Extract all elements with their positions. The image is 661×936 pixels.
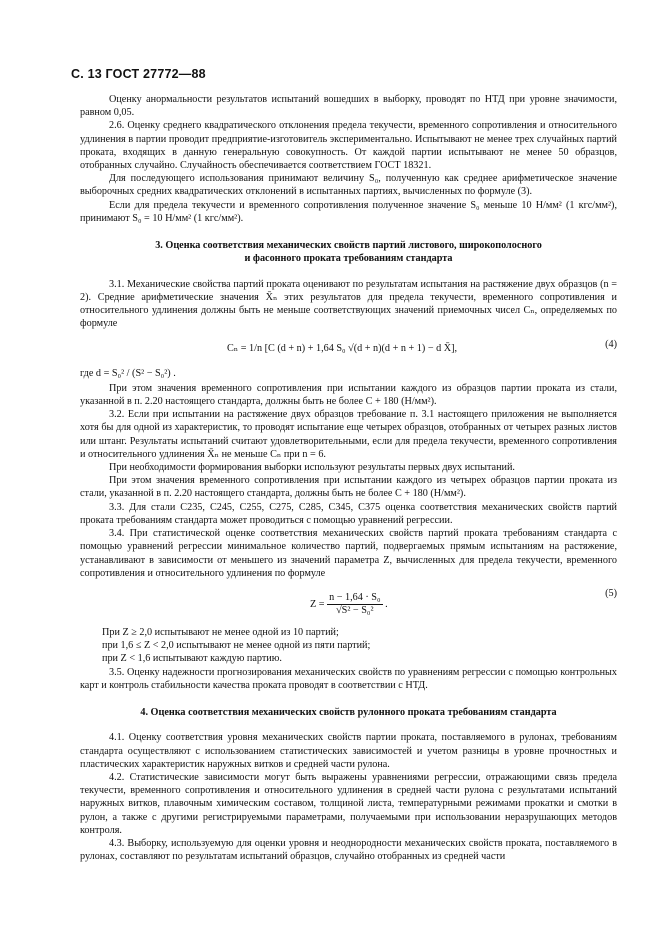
paragraph: 3.5. Оценку надежности прогнозирования механических свойств по уравнениям регрессии с помощью контрольных карт и контроль стабильности качества проката проводят в соответствии с НТД. [80,666,617,691]
formula-4-expression: Cₙ = 1/n [C (d + n) + 1,64 S₀ √(d + n)(d + n + 1) − d X̄], [227,342,458,354]
formula-4-number: (4) [605,338,617,350]
formula-4 [80,337,617,363]
paragraph: 4.3. Выборку, используемую для оценки уровня и неоднородности механических свойств проката, поставляемого в рулонах, составляют по результатам испытаний образцов, случайно отобранных из средней части [80,837,617,863]
condition-line: При Z ≥ 2,0 испытывают не менее одной из 10 партий; [102,626,339,638]
formula-5-fraction [327,592,382,617]
paragraph: При этом значения временного сопротивления при испытании каждого из образцов партии проката из стали, указанной в п. 2.20 настоящего стандарта, должны быть не более C + 180 (Н/мм²). [80,382,617,408]
formula-5 [80,586,617,622]
paragraph: 2.6. Оценку среднего квадратического отклонения предела текучести, временного сопротивления и относительного удлинения в партии проводит предприятие-изготовитель экспериментально. Испытывают не менее трех случайных партий проката, входящих в данную генеральную совокупность. От каждой партии испытывают не менее 50 образцов, отобранных случайно. Случайность обеспечивается соответствием ГОСТ 18321. [80,120,617,172]
section-4-title: 4. Оценка соответствия механических свойств рулонного проката требованиям стандарта [140,706,557,718]
paragraph: Если для предела текучести и временного сопротивления полученное значение S₀ меньше 10 Н/мм² (1 кгс/мм²), принимают S₀ = 10 Н/мм² (1 кгс/мм²). [80,199,617,224]
paragraph: Для последующего использования принимают величину S₀, полученную как среднее арифметическое значение выборочных средних квадратических отклонений в испытанных партиях, вычисленных по формуле (3). [80,173,617,198]
page-header: С. 13 ГОСТ 27772—88 [71,67,206,81]
paragraph: 3.3. Для стали С235, С245, С255, С275, С285, С345, С375 оценка соответствия механических свойств партий проката требованиям стандарта может проводиться с помощью уравнений регрессии. [80,501,617,526]
paragraph: При этом значения временного сопротивления при испытании каждого из четырех образцов партии проката из стали, указанной в п. 2.20 настоящего стандарта, должны быть не более C + 180 (Н/мм²). [80,475,617,500]
paragraph: 3.4. При статистической оценке соответствия механических свойств партий проката требованиям стандарта с помощью уравнений регрессии минимальное количество партий, подвергаемых прямым испытаниям на растяжение, устанавливают в зависимости от меньшего из значений параметра Z, вычисленных для предела текучести, временного сопротивления и относительного удлинения по формуле [80,528,617,579]
formula-4-where: где d = S₀² / (S² − S₀²) . [80,367,176,379]
paragraph: При необходимости формирования выборки используют результаты первых двух испытаний. [109,462,515,474]
section-3-title-line2: и фасонного проката требованиям стандарта [244,253,453,265]
document-body [80,93,617,863]
formula-5-lhs: Z = [310,598,325,610]
section-3-title [80,239,617,266]
formula-5-expression [310,592,388,617]
formula-5-numerator: n − 1,64 · S₀ [329,591,381,603]
section-3-title-line1: 3. Оценка соответствия механических свойств партий листового, широкополосного [155,240,542,252]
condition-line: при 1,6 ≤ Z < 2,0 испытывают не менее одной из пяти партий; [102,640,371,652]
paragraph: 4.1. Оценку соответствия уровня механических свойств партии проката, поставляемого в рулонах, требованиям стандарта осуществляют с использованием статистических зависимостей и учетом разницы в уровне прочностных и пластических характеристик наружных витков и средней части рулона. [80,732,617,770]
formula-5-denominator: √S² − S₀² [336,604,374,616]
paragraph: 3.1. Механические свойства партий проката оценивают по результатам испытания на растяжение двух образцов (n = 2). Средние арифметические значения X̄ₙ этих результатов для предела текучести, временного сопротивления и относительного удлинения должны быть не меньше соответствующих значений приемочных чисел Cₙ, определяемых по формуле [80,278,617,330]
formula-5-number: (5) [605,587,617,599]
paragraph: 3.2. Если при испытании на растяжение двух образцов требование п. 3.1 настоящего приложения не выполняется хотя бы для одной из характеристик, то проводят испытание еще четырех образцов, отобранных от четырех разных листов или штанг. Результаты испытаний считают удовлетворительными, если для предела текучести, временного сопротивления и относительного удлинения X̄ₙ не меньше Cₙ при n = 6. [80,409,617,460]
formula-5-tail: . [385,598,388,610]
paragraph: Оценку анормальности результатов испытаний вошедших в выборку, проводят по НТД при уровне значимости, равном 0,05. [80,94,617,119]
paragraph: 4.2. Статистические зависимости могут быть выражены уравнениями регрессии, отражающими связь предела текучести, временного сопротивления и относительного удлинения в средней части рулона с результатами испытаний наружных витков, плавочным химическим составом, толщиной листа, температурными режимами прокатки и смотки в рулон, а также с другими регистрируемыми параметрами, получаемыми при использовании неразрушающих методов контроля. [80,771,617,836]
condition-line: при Z < 1,6 испытывают каждую партию. [102,653,282,665]
